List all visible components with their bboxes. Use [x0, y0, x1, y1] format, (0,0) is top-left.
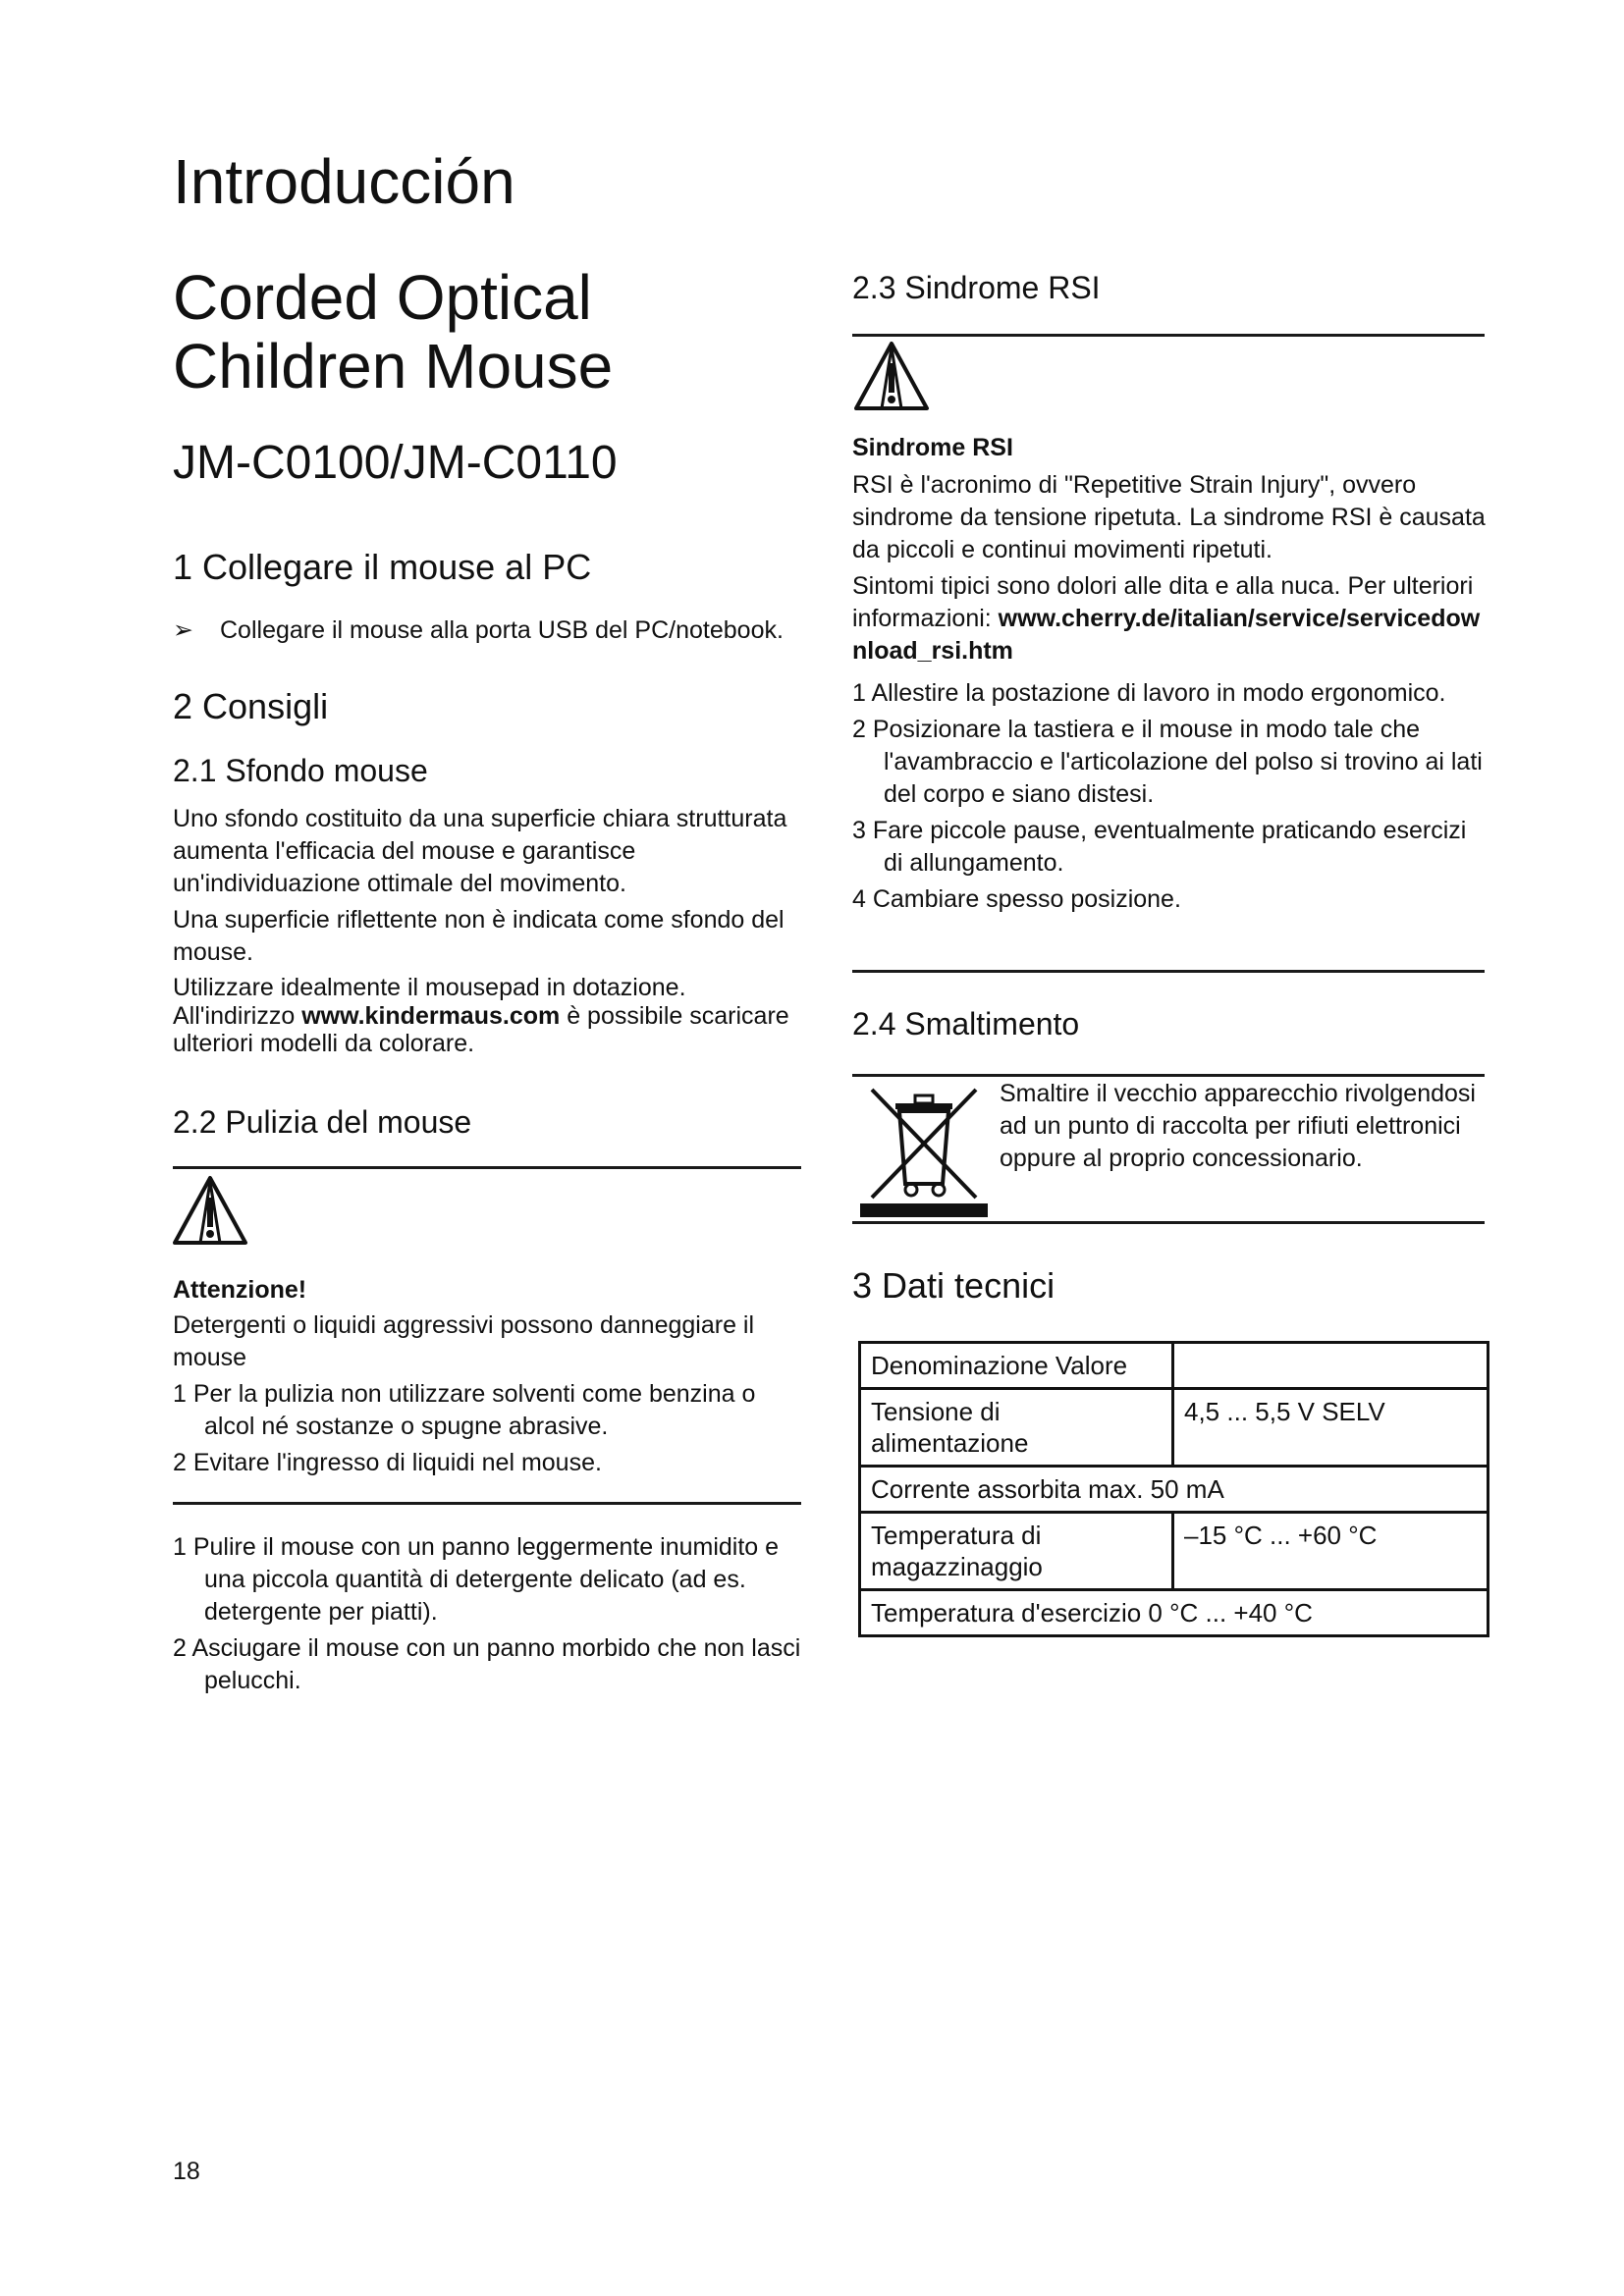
divider [852, 970, 1485, 973]
page-intro-heading: Introducción [173, 146, 515, 217]
divider [173, 1166, 801, 1169]
section-1-bullet-text: Collegare il mouse alla porta USB del PC/notebook. [220, 616, 784, 644]
table-row [860, 1343, 1489, 1389]
rsi-body [852, 469, 1490, 667]
cleaning-steps [173, 1531, 801, 1697]
table-cell: Corrente assorbita max. 50 mA [860, 1467, 1489, 1513]
arrow-bullet-icon: ➢ [173, 616, 193, 644]
list-item: 3 Fare piccole pause, eventualmente praticando esercizi di allungamento. [852, 817, 1467, 877]
table-row [860, 1467, 1489, 1513]
table-cell: Denominazione Valore [860, 1343, 1173, 1389]
section-1-bullet [173, 614, 821, 647]
table-cell: 4,5 ... 5,5 V SELV [1173, 1389, 1489, 1467]
section-2-4-heading: 2.4 Smaltimento [852, 1006, 1080, 1041]
weee-bin-icon [860, 1082, 988, 1217]
divider [852, 1074, 1485, 1077]
paragraph: Uno sfondo costituito da una superficie chiara strutturata aumenta l'efficacia del mouse e garantisce un'individuazione ottimale del movimento. [173, 805, 787, 897]
text: è possibile scaricare ulteriori modelli da colorare. [173, 1002, 789, 1057]
divider [173, 1502, 801, 1505]
rsi-title: Sindrome RSI [852, 434, 1013, 461]
paragraph [173, 1002, 801, 1057]
section-2-1-body [173, 803, 801, 1057]
paragraph: RSI è l'acronimo di "Repetitive Strain Injury", ovvero sindrome da tensione ripetuta. La sindrome RSI è causata da piccoli e continui movimenti ripetuti. [852, 471, 1486, 563]
cherry-rsi-link[interactable]: www.cherry.de/italian/service/servicedownload_rsi.htm [852, 605, 1481, 665]
text: Sintomi tipici sono dolori alle dita e alla nuca. Per ulteriori informazioni: [852, 572, 1474, 632]
divider [852, 334, 1485, 337]
rsi-list [852, 677, 1490, 916]
document-title: Corded Optical Children Mouse [173, 262, 614, 401]
warning-list [173, 1378, 801, 1479]
section-2-2-heading: 2.2 Pulizia del mouse [173, 1104, 472, 1140]
list-item: 2 Evitare l'ingresso di liquidi nel mouse. [173, 1449, 602, 1476]
section-2-3-heading: 2.3 Sindrome RSI [852, 270, 1101, 305]
list-item: 4 Cambiare spesso posizione. [852, 885, 1181, 913]
table-row [860, 1513, 1489, 1590]
warning-icon [171, 1172, 249, 1249]
table-cell [1173, 1343, 1489, 1389]
section-2-heading: 2 Consigli [173, 686, 329, 726]
technical-data-table [858, 1341, 1489, 1637]
table-row [860, 1590, 1489, 1636]
table-cell: Temperatura di magazzinaggio [860, 1513, 1173, 1590]
list-item: 1 Allestire la postazione di lavoro in modo ergonomico. [852, 679, 1446, 707]
section-3-heading: 3 Dati tecnici [852, 1265, 1056, 1306]
list-item: 1 Pulire il mouse con un panno leggermente inumidito e una piccola quantità di detergente delicato (ad es. detergente per piatti). [173, 1533, 780, 1626]
section-2-1-heading: 2.1 Sfondo mouse [173, 753, 428, 788]
paragraph: Una superficie riflettente non è indicata come sfondo del mouse. [173, 906, 785, 966]
list-item: 1 Per la pulizia non utilizzare solventi come benzina o alcol né sostanze o spugne abrasive. [173, 1380, 756, 1440]
table-row [860, 1389, 1489, 1467]
list-item: 2 Asciugare il mouse con un panno morbido che non lasci pelucchi. [173, 1634, 801, 1694]
warning-text: Detergenti o liquidi aggressivi possono danneggiare il mouse [173, 1311, 755, 1371]
divider [852, 1221, 1485, 1224]
table-cell: –15 °C ... +60 °C [1173, 1513, 1489, 1590]
text: All'indirizzo [173, 1002, 302, 1030]
warning-title: Attenzione! [173, 1276, 307, 1304]
paragraph [852, 570, 1490, 667]
page-number: 18 [173, 2158, 200, 2185]
list-item: 2 Posizionare la tastiera e il mouse in modo tale che l'avambraccio e l'articolazione del polso si trovino ai lati del corpo e siano distesi. [852, 716, 1483, 808]
table-cell: Tensione di alimentazione [860, 1389, 1173, 1467]
table-cell: Temperatura d'esercizio 0 °C ... +40 °C [860, 1590, 1489, 1636]
model-number: JM-C0100/JM-C0110 [173, 437, 618, 489]
disposal-text: Smaltire il vecchio apparecchio rivolgendosi ad un punto di raccolta per rifiuti elettronici oppure al proprio concessionario. [1000, 1080, 1476, 1172]
section-1-heading: 1 Collegare il mouse al PC [173, 547, 592, 587]
paragraph: Utilizzare idealmente il mousepad in dotazione. [173, 974, 686, 1001]
kindermaus-link[interactable]: www.kindermaus.com [301, 1002, 561, 1030]
warning-icon [852, 338, 931, 414]
